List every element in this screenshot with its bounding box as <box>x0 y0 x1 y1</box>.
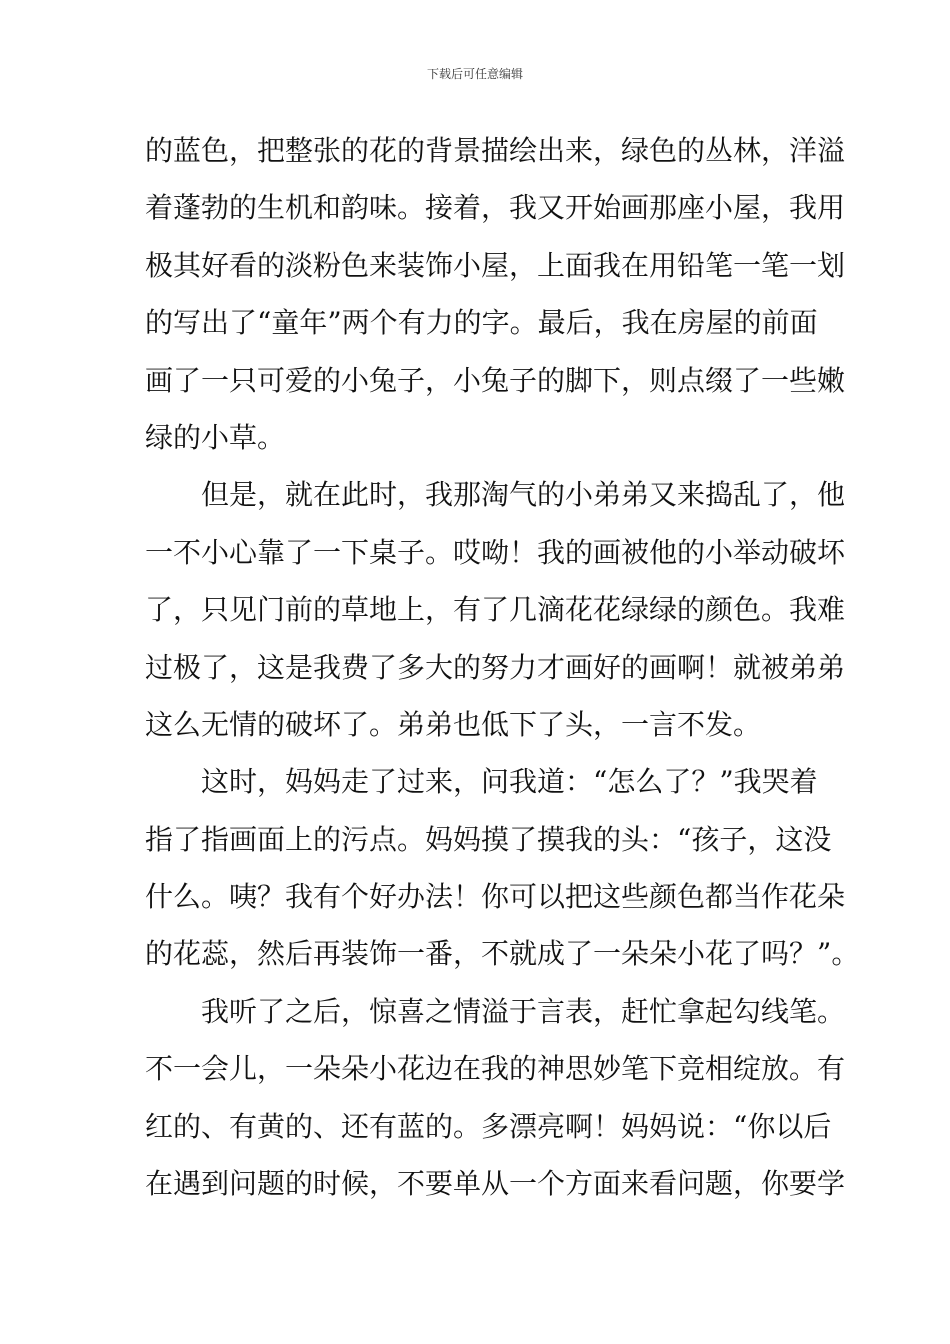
paragraph-1 <box>145 129 846 473</box>
text-line: 我听了之后，惊喜之情溢于言表，赶忙拿起勾线笔。 <box>145 994 846 1028</box>
body-text <box>145 129 860 1219</box>
text-line: 绿的小草。 <box>145 420 286 454</box>
text-line: 的写出了“童年”两个有力的字。最后，我在房屋的前面 <box>145 306 818 340</box>
text-line: 不一会儿，一朵朵小花边在我的神思妙笔下竞相绽放。有 <box>145 1052 846 1086</box>
text-line: 什么。咦？我有个好办法！你可以把这些颜色都当作花朵 <box>145 880 846 914</box>
paragraph-2 <box>145 473 846 760</box>
text-line: 这么无情的破坏了。弟弟也低下了头，一言不发。 <box>145 707 762 741</box>
text-line: 了，只见门前的草地上，有了几滴花花绿绿的颜色。我难 <box>145 593 846 627</box>
paragraph-4 <box>145 990 846 1220</box>
text-line: 画了一只可爱的小兔子，小兔子的脚下，则点缀了一些嫩 <box>145 363 846 397</box>
text-line: 但是，就在此时，我那淘气的小弟弟又来捣乱了，他 <box>145 478 846 512</box>
text-line: 红的、有黄的、还有蓝的。多漂亮啊！妈妈说：“你以后 <box>145 1109 832 1143</box>
paragraph-3 <box>145 760 860 990</box>
text-line: 这时，妈妈走了过来，问我道：“怎么了？”我哭着 <box>145 765 818 799</box>
text-line: 指了指画面上的污点。妈妈摸了摸我的头：“孩子，这没 <box>145 822 832 856</box>
text-line: 过极了，这是我费了多大的努力才画好的画啊！就被弟弟 <box>145 650 846 684</box>
text-line: 的蓝色，把整张的花的背景描绘出来，绿色的丛林，洋溢 <box>145 134 846 167</box>
text-line: 极其好看的淡粉色来装饰小屋，上面我在用铅笔一笔一划 <box>145 248 846 282</box>
text-line: 在遇到问题的时候，不要单从一个方面来看问题，你要学 <box>145 1167 846 1201</box>
page-header: 下载后可任意编辑 <box>426 67 523 81</box>
text-line: 着蓬勃的生机和韵味。接着，我又开始画那座小屋，我用 <box>145 191 846 225</box>
text-line: 一不小心靠了一下桌子。哎呦！我的画被他的小举动破坏 <box>145 535 846 569</box>
text-line: 的花蕊，然后再装饰一番，不就成了一朵朵小花了吗？”。 <box>145 937 860 971</box>
